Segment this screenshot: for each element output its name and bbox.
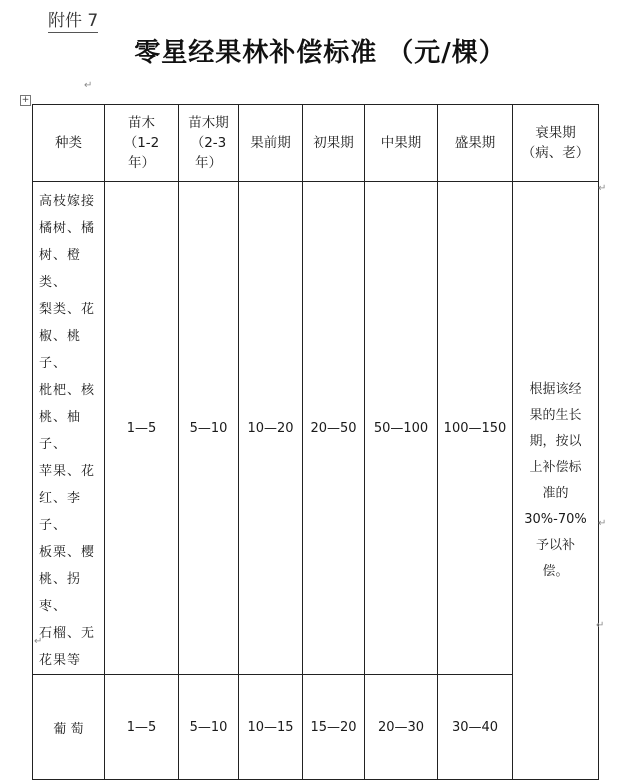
category-line: 板栗、樱 — [39, 545, 96, 560]
category-line: 苹果、花 — [39, 464, 96, 479]
column-header-line: 年） — [128, 155, 155, 171]
decline-note-line: 根据该经 — [529, 381, 582, 397]
decline-note-line: 予以补 — [535, 537, 575, 553]
category-cell — [33, 675, 105, 780]
category-line: 红、李子、 — [39, 491, 82, 533]
column-header-line: （1-2 — [123, 135, 160, 151]
category-line: 树、橙类、 — [39, 248, 82, 290]
value-cell: 5—10 — [179, 675, 239, 780]
category-cell — [33, 182, 105, 675]
category-line: 花果等 — [39, 653, 82, 668]
column-header-line: 苗木 — [128, 115, 155, 131]
category-line: 石榴、无 — [39, 626, 96, 641]
decline-note-line: 偿。 — [542, 563, 569, 579]
paragraph-mark: ↵ — [84, 80, 93, 91]
column-header-line: 盛果期 — [454, 135, 496, 151]
value-cell: 1—5 — [105, 675, 179, 780]
column-header — [303, 105, 365, 182]
category-line: 椒、桃子、 — [39, 329, 82, 371]
table-row — [33, 182, 599, 675]
column-header — [365, 105, 438, 182]
table-move-handle[interactable]: + — [21, 95, 30, 105]
column-header — [105, 105, 179, 182]
column-header — [239, 105, 303, 182]
category-line: 梨类、花 — [39, 302, 96, 317]
decline-note-cell — [513, 182, 599, 780]
value-cell: 20—50 — [303, 182, 365, 675]
decline-note-line: 准的 — [542, 485, 569, 501]
category-line: 枇杷、核 — [39, 383, 96, 398]
column-header-line: 衰果期 — [535, 125, 576, 141]
column-header — [33, 105, 105, 182]
attachment-label: 附件 7 — [48, 11, 99, 31]
table-header-row — [33, 105, 599, 182]
category-line: 橘树、橘 — [39, 221, 96, 236]
column-header-line: 苗木期 — [188, 115, 229, 131]
category-line: 高枝嫁接 — [39, 194, 96, 209]
decline-note-line: 果的生长 — [529, 407, 582, 423]
category-line: 桃、拐枣、 — [39, 572, 82, 614]
column-header — [179, 105, 239, 182]
column-header-line: 年） — [195, 155, 222, 171]
column-header-line: 初果期 — [313, 135, 354, 151]
category-line: 葡 萄 — [53, 721, 84, 737]
category-line: 桃、柚子、 — [39, 410, 82, 452]
value-cell: 30—40 — [438, 675, 513, 780]
value-cell: 20—30 — [365, 675, 438, 780]
value-cell: 15—20 — [303, 675, 365, 780]
decline-note-line: 30%-70% — [524, 511, 587, 527]
value-cell: 1—5 — [105, 182, 179, 675]
document-title: 零星经果林补偿标准 （元/棵） — [134, 38, 506, 68]
column-header-line: 果前期 — [250, 135, 291, 151]
column-header-line: 中果期 — [380, 135, 422, 151]
column-header-line: 种类 — [55, 135, 82, 151]
row-end-mark: ↵ — [598, 518, 607, 529]
column-header-line: （病、老） — [521, 145, 590, 161]
value-cell: 50—100 — [365, 182, 438, 675]
column-header — [438, 105, 513, 182]
value-cell: 100—150 — [438, 182, 513, 675]
column-header-line: （2-3 — [190, 135, 227, 151]
value-cell: 10—15 — [239, 675, 303, 780]
value-cell: 10—20 — [239, 182, 303, 675]
row-end-mark: ↵ — [596, 620, 605, 631]
decline-note-line: 期，按以 — [529, 433, 582, 449]
paragraph-mark: ↵ — [34, 636, 43, 647]
decline-note-line: 上补偿标 — [529, 459, 582, 475]
value-cell: 5—10 — [179, 182, 239, 675]
row-end-mark: ↵ — [598, 183, 607, 194]
compensation-table — [32, 104, 599, 780]
column-header — [513, 105, 599, 182]
